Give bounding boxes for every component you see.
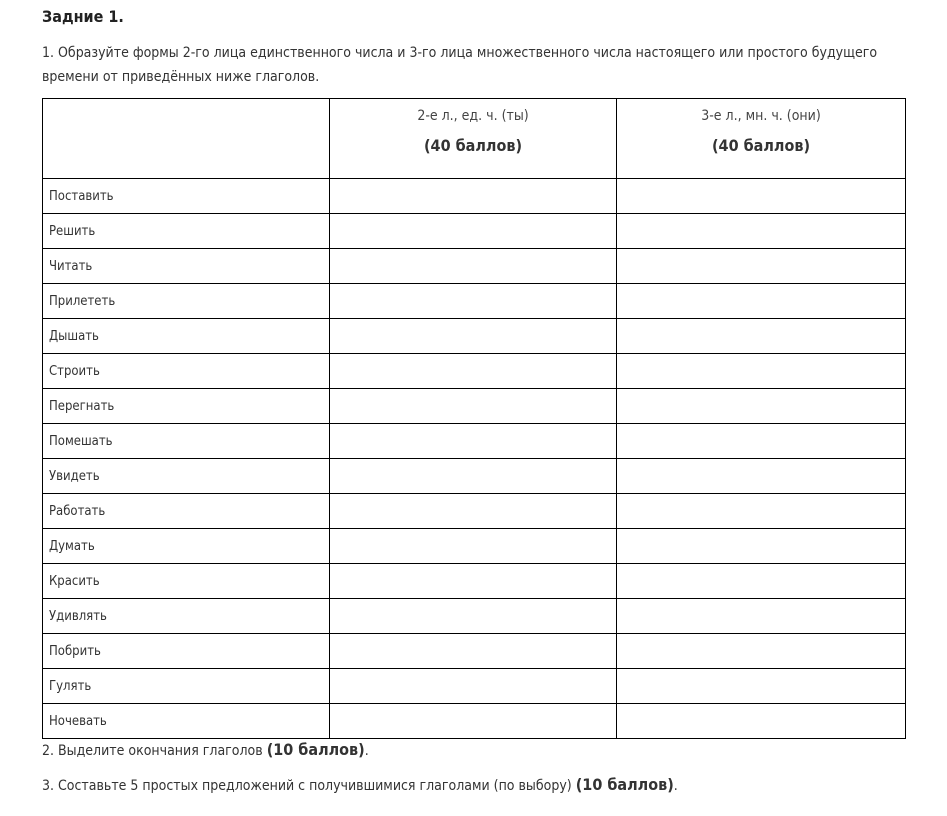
task-3-text: 3. Составьте 5 простых предложений с получившимися глаголами (по выбору) [42, 778, 576, 794]
task-3-instructions [42, 775, 678, 794]
task-2-instructions [42, 740, 369, 759]
answer-cell-second-person-singular[interactable] [330, 179, 617, 214]
answer-cell-second-person-singular[interactable] [330, 389, 617, 424]
table-row [43, 319, 906, 354]
table-row [43, 249, 906, 284]
answer-cell-third-person-plural[interactable] [617, 564, 906, 599]
answer-cell-third-person-plural[interactable] [617, 319, 906, 354]
table-row [43, 354, 906, 389]
answer-cell-second-person-singular[interactable] [330, 669, 617, 704]
verb-cell: Дышать [43, 319, 330, 354]
table-row [43, 284, 906, 319]
answer-cell-third-person-plural[interactable] [617, 424, 906, 459]
task-2-end: . [364, 743, 369, 759]
answer-cell-third-person-plural[interactable] [617, 494, 906, 529]
verb-cell: Читать [43, 249, 330, 284]
task-2-points: (10 баллов) [266, 740, 365, 759]
verb-cell: Перегнать [43, 389, 330, 424]
table-row [43, 424, 906, 459]
table-row [43, 459, 906, 494]
task-title: Задние 1. [42, 7, 124, 26]
verb-cell: Ночевать [43, 704, 330, 739]
verb-cell: Строить [43, 354, 330, 389]
verb-cell: Думать [43, 529, 330, 564]
table-row [43, 564, 906, 599]
verb-cell: Гулять [43, 669, 330, 704]
table-header-row [43, 99, 906, 179]
verb-cell: Побрить [43, 634, 330, 669]
task-3-end: . [673, 778, 678, 794]
verb-cell: Прилететь [43, 284, 330, 319]
answer-cell-second-person-singular[interactable] [330, 529, 617, 564]
header-cell-second-person-singular [330, 99, 617, 179]
answer-cell-second-person-singular[interactable] [330, 284, 617, 319]
table-row [43, 599, 906, 634]
answer-cell-third-person-plural[interactable] [617, 179, 906, 214]
column-label: 2-е л., ед. ч. (ты) [417, 108, 529, 124]
answer-cell-third-person-plural[interactable] [617, 669, 906, 704]
answer-cell-second-person-singular[interactable] [330, 459, 617, 494]
answer-cell-second-person-singular[interactable] [330, 214, 617, 249]
verb-cell: Работать [43, 494, 330, 529]
task-1-instructions: 1. Образуйте формы 2-го лица единственного числа и 3-го лица множественного числа настоящего или простого будущего времени от приведённых ниже глаголов. [42, 45, 878, 85]
verb-cell: Красить [43, 564, 330, 599]
answer-cell-second-person-singular[interactable] [330, 564, 617, 599]
table-row [43, 179, 906, 214]
answer-cell-third-person-plural[interactable] [617, 704, 906, 739]
verb-cell: Поставить [43, 179, 330, 214]
verb-cell: Помешать [43, 424, 330, 459]
verb-forms-table [42, 98, 906, 739]
answer-cell-third-person-plural[interactable] [617, 249, 906, 284]
answer-cell-third-person-plural[interactable] [617, 529, 906, 564]
answer-cell-second-person-singular[interactable] [330, 319, 617, 354]
table-row [43, 214, 906, 249]
table-row [43, 634, 906, 669]
answer-cell-third-person-plural[interactable] [617, 389, 906, 424]
answer-cell-second-person-singular[interactable] [330, 634, 617, 669]
verb-cell: Удивлять [43, 599, 330, 634]
header-cell-verb [43, 99, 330, 179]
verb-cell: Решить [43, 214, 330, 249]
answer-cell-second-person-singular[interactable] [330, 354, 617, 389]
table-row [43, 669, 906, 704]
column-points: (40 баллов) [423, 136, 523, 155]
task-3-points: (10 баллов) [575, 775, 674, 794]
table-row [43, 704, 906, 739]
verb-cell: Увидеть [43, 459, 330, 494]
answer-cell-third-person-plural[interactable] [617, 634, 906, 669]
answer-cell-second-person-singular[interactable] [330, 424, 617, 459]
answer-cell-third-person-plural[interactable] [617, 459, 906, 494]
column-label: 3-е л., мн. ч. (они) [701, 108, 821, 124]
answer-cell-second-person-singular[interactable] [330, 704, 617, 739]
answer-cell-second-person-singular[interactable] [330, 599, 617, 634]
table-row [43, 389, 906, 424]
table-row [43, 494, 906, 529]
answer-cell-third-person-plural[interactable] [617, 599, 906, 634]
answer-cell-third-person-plural[interactable] [617, 214, 906, 249]
answer-cell-third-person-plural[interactable] [617, 284, 906, 319]
column-points: (40 баллов) [711, 136, 811, 155]
table-row [43, 529, 906, 564]
answer-cell-second-person-singular[interactable] [330, 494, 617, 529]
answer-cell-second-person-singular[interactable] [330, 249, 617, 284]
header-cell-third-person-plural [617, 99, 906, 179]
answer-cell-third-person-plural[interactable] [617, 354, 906, 389]
task-2-text: 2. Выделите окончания глаголов [42, 743, 267, 759]
